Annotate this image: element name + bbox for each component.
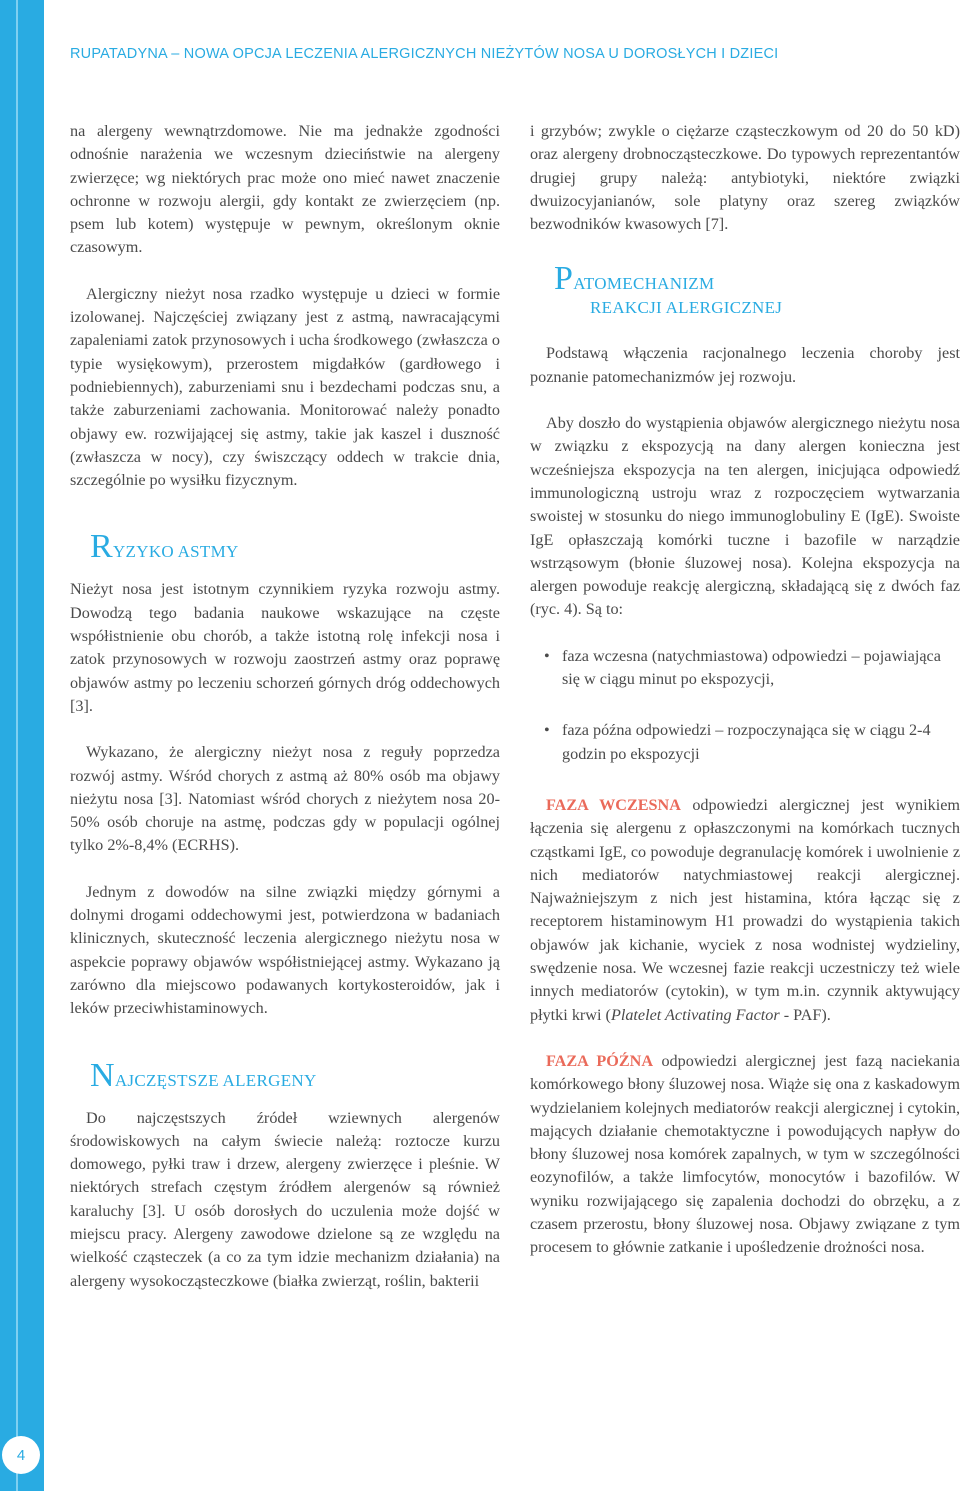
keyword-faza-pozna: FAZA PÓŹNA: [546, 1051, 654, 1070]
paragraph-late-phase: FAZA PÓŹNA odpowiedzi alergicznej jest fazą naciekania komórkowego błony śluzowej nosa. Wiąże się ona z kaskadowym wydzielaniem kolejnych mediatorów reakcji alergicznej i cytokin, mających działanie chemotaktyczne i powodujących napływ do błony śluzowej nosa komórek zapalnych, w tym w szczególności eozynofilów, a także limfocytów, monocytów i bazofilów. W wyniku rozwijającego się zapalenia dochodzi do obrzęku, a z czasem przerostu, błony śluzowej nosa. Objawy związane z tym procesem to głównie zatkanie i upośledzenie drożności nosa.: [530, 1051, 960, 1257]
section-heading-ryzyko-astmy: RYZYKO ASTMY: [90, 528, 239, 566]
right-column: [530, 120, 960, 1283]
phase-list: [530, 645, 960, 766]
keyword-faza-wczesna: FAZA WCZESNA: [546, 795, 681, 814]
left-column: [70, 120, 500, 1316]
section-heading-najczestsze-alergeny: NAJCZĘSTSZE ALERGENY: [90, 1056, 317, 1094]
paragraph: Nieżyt nosa jest istotnym czynnikiem ryzyka rozwoju astmy. Dowodzą tego badania naukowe wskazujące na częste współistnienie obu chorób, a także istotną rolę infekcji nosa i zatok przynosowych w rozwoju zaostrzeń astmy oraz poprawę objawów astmy po leczeniu schorzeń górnych dróg oddechowych [3].: [70, 580, 500, 715]
paragraph: Jednym z dowodów na silne związki między górnymi a dolnymi drogami oddechowymi jest, potwierdzona w badaniach klinicznych, skuteczność leczenia alergicznego nieżytu nosa w aspekcie poprawy objawów współistniejącej astmy. Wykazano ją zarówno dla miejscowo podawanych kortykosteroidów, jak i leków przeciwhistaminowych.: [70, 882, 500, 1018]
side-bar-stripe: [16, 0, 18, 1491]
paragraph: Podstawą włączenia racjonalnego leczenia choroby jest poznanie patomechanizmów jej rozwoju.: [530, 344, 960, 386]
paragraph: i grzybów; zwykle o ciężarze cząsteczkowym od 20 do 50 kD) oraz alergeny drobnocząsteczkowe. Do typowych reprezentantów drugiej grupy należą: antybiotyki, niektóre związki dwuizocyjanianów, sole platyny oraz szereg związków bezwodników kwasowych [7].: [530, 122, 960, 234]
paragraph: Wykazano, że alergiczny nieżyt nosa z reguły poprzedza rozwój astmy. Wśród chorych z astmą aż 80% osób ma objawy nieżytu nosa [3]. Natomiast wśród chorych z nieżytem nosa 20-50% osób choruje na astmę, podczas gdy w populacji ogólnej tylko 2%-8,4% (ECRHS).: [70, 743, 500, 855]
page-number: 4: [2, 1436, 40, 1474]
paragraph: na alergeny wewnątrzdomowe. Nie ma jednakże zgodności odnośnie narażenia we wczesnym dzieciństwie na alergeny zwierzęce; wg niektórych prac może ono mieć nawet znaczenie ochronne w rozwoju alergii, gdy kontakt ze zwierzęciem (np. psem lub kotem) występuje w pewnym, określonym oknie czasowym.: [70, 122, 500, 257]
paragraph: Alergiczny nieżyt nosa rzadko występuje u dzieci w formie izolowanej. Najczęściej związany jest z astmą, nawracającymi zapaleniami zatok przynosowych i ucha środkowego (zwłaszcza o typie wysiękowym), przerostem migdałków (gardłowego i podniebiennych), zaburzeniami snu i bezdechami podczas snu, a także zaburzeniami zachowania. Monitorować należy ponadto objawy ew. rozwijającej się astmy, takie jak kaszel i duszność (zwłaszcza w nocy), czy świszczący oddech w trakcie dnia, szczególnie po wysiłku fizycznym.: [70, 284, 500, 490]
page-side-bar: [0, 0, 44, 1491]
paragraph: Do najczęstszych źródeł wziewnych alergenów środowiskowych na całym świecie należą: roztocze kurzu domowego, pyłki traw i drzew, alergeny zwierzęce i pleśnie. W niektórych strefach częstym źródłem alergenów są również karaluchy [3]. U osób dorosłych do uczulenia może dojść w miejscu pracy. Alergeny zawodowe dzielone są ze względu na wielkość cząsteczek (a co za tym idzie mechanizm działania) na alergeny wysokocząsteczkowe (białka zwierząt, roślin, bakterii: [70, 1108, 500, 1290]
section-heading-patomechanizm: PATOMECHANIZM REAKCJI ALERGICZNEJ: [554, 260, 783, 318]
list-item: • faza wczesna (natychmiastowa) odpowiedzi – pojawiająca się w ciągu minut po ekspozycji,: [530, 645, 960, 692]
list-item: • faza późna odpowiedzi – rozpoczynająca się w ciągu 2-4 godzin po ekspozycji: [530, 719, 960, 766]
running-header: RUPATADYNA – NOWA OPCJA LECZENIA ALERGICZNYCH NIEŻYTÓW NOSA U DOROSŁYCH I DZIECI: [70, 46, 779, 62]
paragraph-early-phase: FAZA WCZESNA odpowiedzi alergicznej jest wynikiem łączenia się alergenu z opłaszczonymi na komórkach tucznych cząstkami IgE, co powoduje degranulację komórek i uwolnienie z nich mediatorów natychmiastowej reakcji alergicznej. Najważniejszym z nich jest histamina, która łącząc się z receptorem histaminowym H1 prowadzi do wystąpienia takich objawów jak kichanie, wyciek z nosa wodnistej wydzieliny, swędzenie nosa. We wczesnej fazie reakcji uczestniczy też wiele innych mediatorów (cytokin), w tym m.in. czynnik aktywujący płytki krwi (Platelet Activating Factor - PAF).: [530, 795, 960, 1024]
paragraph: Aby doszło do wystąpienia objawów alergicznego nieżytu nosa w związku z ekspozycją na dany alergen konieczna jest wcześniejsza ekspozycja na ten alergen, inicjująca odpowiedź immunologiczną ustroju wraz z rozpoczęciem wytwarzania swoistej w stosunku do niego immunoglobuliny E (IgE). Swoiste IgE opłaszczają komórki tuczne i bazofile w narządzie wstrząsowym (błonie śluzowej nosa). Kolejna ekspozycja na alergen powoduje reakcję alergiczną, składającą się z dwóch faz (ryc. 4). Są to:: [530, 414, 960, 619]
